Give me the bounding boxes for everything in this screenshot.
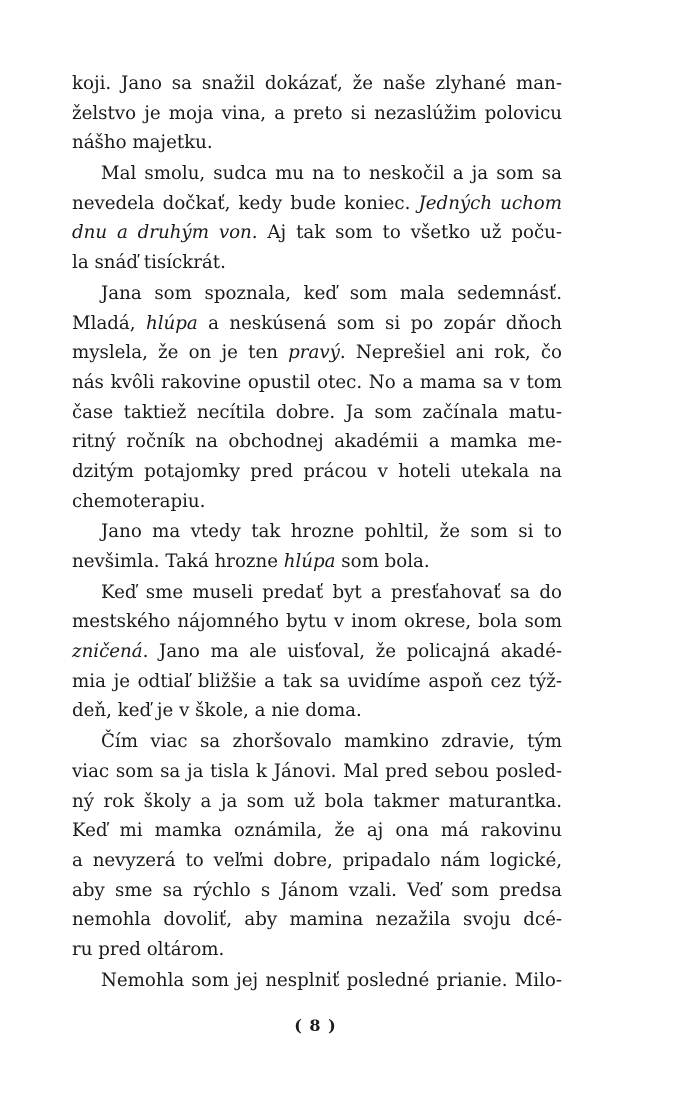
text-line: Keď sme museli predať byt a presťahovať sa do (101, 581, 562, 603)
text-line: Mal smolu, sudca mu na to neskočil a ja som sa (101, 163, 562, 185)
text-line: Jana som spoznala, keď som mala sedemnásť. (101, 282, 562, 304)
text-line: mia je odtiaľ bližšie a tak sa uvidíme aspoň cez týž- (72, 670, 562, 692)
emphasis: pravý (288, 342, 340, 364)
paragraph (72, 578, 562, 726)
text-line: la snáď tisíckrát. (72, 252, 226, 274)
text-line: Nemohla som jej nesplniť posledné prianie. Milo- (101, 969, 562, 991)
emphasis: hlúpa (145, 312, 198, 334)
text-line: ritný ročník na obchodnej akadémii a mamka me- (72, 431, 562, 453)
paragraph (72, 517, 562, 576)
text-line: dzitým potajomky pred prácou v hoteli utekala na (72, 460, 562, 482)
text-line: aby sme sa rýchlo s Jánom vzali. Veď som predsa (72, 879, 562, 901)
text-line: viac som sa ja tisla k Jánovi. Mal pred sebou posled- (72, 760, 562, 782)
emphasis: hlúpa (283, 551, 336, 572)
paragraph (72, 159, 562, 278)
paragraph (72, 727, 562, 965)
text-line: nevedela dočkať, kedy bude koniec. Jedných uchom (72, 192, 562, 214)
emphasis: zničená (72, 641, 143, 663)
text-line: ný rok školy a ja som už bola takmer maturantka. (72, 790, 562, 812)
text-line: Čím viac sa zhoršovalo mamkino zdravie, tým (101, 731, 562, 753)
text-line: koji. Jano sa snažil dokázať, že naše zlyhané man- (72, 73, 562, 94)
text-line: a nevyzerá to veľmi dobre, pripadalo nám logické, (72, 849, 562, 871)
text-line: dnu a druhým von. Aj tak som to všetko už poču- (72, 222, 562, 244)
paragraph (72, 69, 562, 158)
body-text (72, 69, 562, 995)
page-number: ( 8 ) (294, 1016, 337, 1035)
text-line: chemoterapiu. (72, 490, 206, 512)
text-line: želstvo je moja vina, a preto si nezaslúžim polovicu (72, 102, 562, 124)
text-line: nevšimla. Taká hrozne hlúpa som bola. (72, 551, 430, 572)
text-line: ru pred oltárom. (72, 938, 225, 960)
paragraph (72, 279, 562, 517)
text-line: Jano ma vtedy tak hrozne pohltil, že som si to (101, 521, 562, 543)
text-line: čase taktiež necítila dobre. Ja som začínala matu- (72, 401, 562, 423)
paragraph (72, 966, 562, 996)
text-line: nemohla dovoliť, aby mamina nezažila svoju dcé- (72, 909, 562, 931)
text-line: zničená. Jano ma ale uisťoval, že policajná akadé- (72, 641, 562, 663)
text-line: Keď mi mamka oznámila, že aj ona má rakovinu (72, 820, 562, 842)
text-line: myslela, že on je ten pravý. Neprešiel ani rok, čo (72, 342, 562, 364)
text-line: Mladá, hlúpa a neskúsená som si po zopár dňoch (72, 312, 562, 334)
emphasis: Jedných uchom (418, 192, 562, 214)
emphasis: dnu a druhým von (72, 222, 252, 244)
text-line: mestského nájomného bytu v inom okrese, bola som (72, 611, 562, 633)
text-line: deň, keď je v škole, a nie doma. (72, 700, 362, 722)
text-line: nášho majetku. (72, 132, 213, 154)
text-line: nás kvôli rakovine opustil otec. No a mama sa v tom (72, 371, 562, 393)
